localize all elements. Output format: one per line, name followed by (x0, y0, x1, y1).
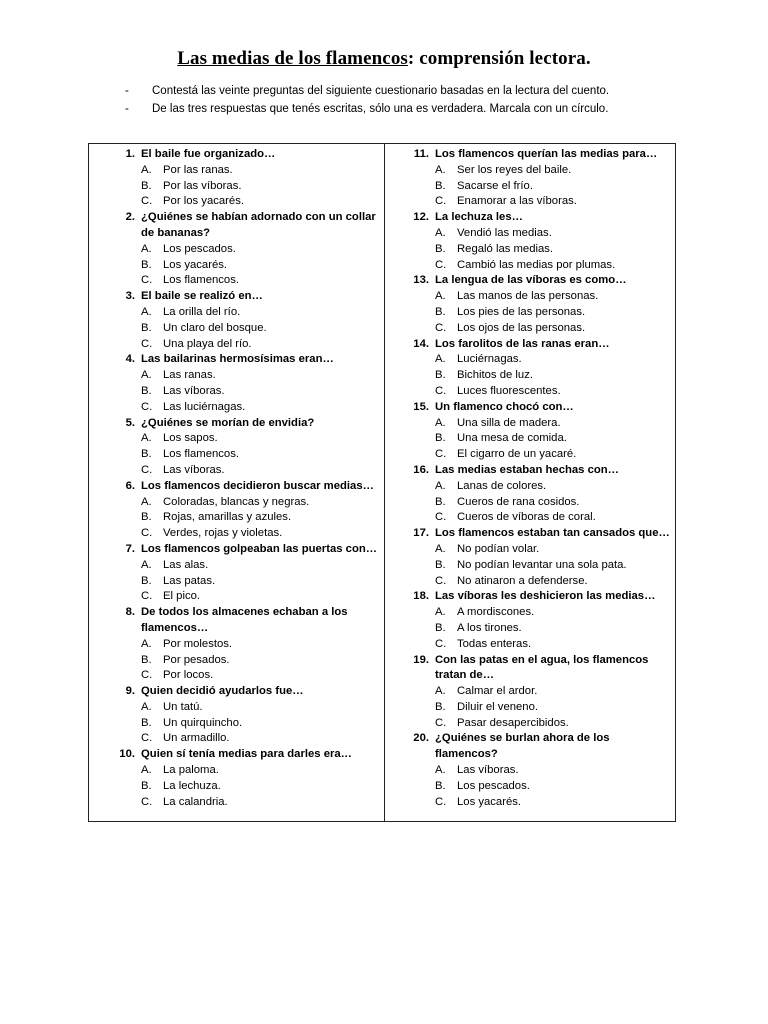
option-letter: B. (435, 495, 446, 508)
instruction-item (125, 82, 685, 100)
option-letter: C. (435, 511, 447, 524)
answer-option[interactable]: B. Los pies de las personas. (405, 305, 675, 321)
question-number: 16. (413, 463, 429, 476)
questionnaire-table (88, 143, 676, 822)
option-letter: A. (141, 764, 152, 777)
question-text: 7. Los flamencos golpeaban las puertas con… (111, 542, 381, 558)
questions-right-column (405, 147, 675, 810)
option-letter: C. (141, 795, 153, 808)
answer-option[interactable]: B. Por pesados. (111, 653, 381, 669)
answer-option[interactable]: B. Cueros de rana cosidos. (405, 495, 675, 511)
option-letter: B. (435, 432, 446, 445)
question-number: 10. (119, 748, 135, 761)
option-letter: B. (141, 716, 152, 729)
option-letter: C. (435, 195, 447, 208)
option-letter: C. (141, 337, 153, 350)
option-letter: C. (141, 463, 153, 476)
question-number: 11. (413, 148, 429, 160)
option-letter: C. (141, 527, 153, 540)
answer-option[interactable]: B. Los yacarés. (111, 258, 381, 274)
instructions-list (125, 82, 685, 118)
question-item (405, 653, 675, 732)
question-number: 8. (125, 606, 135, 619)
option-letter: B. (435, 621, 446, 634)
question-number: 6. (125, 479, 135, 492)
answer-option[interactable]: B. Un quirquincho. (111, 716, 381, 732)
question-item (111, 147, 381, 210)
answer-option[interactable]: C. Por los yacarés. (111, 194, 381, 210)
option-letter: B. (435, 700, 446, 713)
option-letter: B. (435, 305, 446, 318)
answer-option[interactable]: A. A mordiscones. (405, 605, 675, 621)
answer-option[interactable]: C. Luces fluorescentes. (405, 384, 675, 400)
question-number: 9. (125, 685, 135, 698)
answer-option[interactable]: B. Las víboras. (111, 384, 381, 400)
question-text: 17. Los flamencos estaban tan cansados que… (405, 526, 675, 542)
answer-option[interactable]: A. No podían volar. (405, 542, 675, 558)
question-text: 8. De todos los almacenes echaban a los flamencos… (111, 605, 381, 637)
question-number: 13. (413, 274, 429, 287)
question-text: 16. Las medias estaban hechas con… (405, 463, 675, 479)
question-text: 4. Las bailarinas hermosísimas eran… (111, 352, 381, 368)
answer-option[interactable]: A. La paloma. (111, 763, 381, 779)
question-item (111, 289, 381, 352)
answer-option[interactable]: C. El pico. (111, 589, 381, 605)
answer-option[interactable]: C. Enamorar a las víboras. (405, 194, 675, 210)
answer-option[interactable]: A. Luciérnagas. (405, 352, 675, 368)
answer-option[interactable]: C. Verdes, rojas y violetas. (111, 526, 381, 542)
question-number: 3. (125, 290, 135, 303)
answer-option[interactable]: A. Las manos de las personas. (405, 289, 675, 305)
answer-option[interactable]: A. Las víboras. (405, 763, 675, 779)
option-letter: C. (141, 590, 153, 603)
answer-option[interactable]: B. Los pescados. (405, 779, 675, 795)
option-letter: B. (141, 258, 152, 271)
option-letter: A. (141, 432, 152, 445)
option-letter: C. (141, 669, 153, 682)
answer-option[interactable]: B. Una mesa de comida. (405, 431, 675, 447)
question-item (405, 210, 675, 273)
answer-option[interactable]: B. Rojas, amarillas y azules. (111, 510, 381, 526)
option-letter: A. (141, 495, 152, 508)
option-letter: B. (141, 511, 152, 524)
question-item (405, 731, 675, 810)
instruction-bullet: - (125, 103, 129, 115)
questions-left-column (111, 147, 381, 810)
option-letter: A. (435, 353, 446, 366)
answer-option[interactable]: B. Sacarse el frío. (405, 179, 675, 195)
option-letter: C. (435, 795, 447, 808)
question-text: 12. La lechuza les… (405, 210, 675, 226)
option-letter: A. (435, 685, 446, 698)
answer-option[interactable]: C. No atinaron a defenderse. (405, 574, 675, 590)
column-divider (384, 144, 385, 821)
option-letter: C. (435, 448, 447, 461)
answer-option[interactable]: B. Diluir el veneno. (405, 700, 675, 716)
option-letter: B. (141, 321, 152, 334)
answer-option[interactable]: C. Todas enteras. (405, 637, 675, 653)
instruction-text: Contestá las veinte preguntas del siguiente cuestionario basadas en la lectura del cuento. (152, 85, 610, 97)
question-number: 19. (413, 653, 429, 666)
answer-option[interactable]: C. Los flamencos. (111, 273, 381, 289)
question-item (405, 400, 675, 463)
option-letter: C. (141, 400, 153, 413)
answer-option[interactable]: C. Los ojos de las personas. (405, 321, 675, 337)
option-letter: A. (435, 542, 446, 555)
question-text: 14. Los farolitos de las ranas eran… (405, 337, 675, 353)
answer-option[interactable]: A. Un tatú. (111, 700, 381, 716)
question-item (111, 605, 381, 684)
page-title (0, 48, 768, 70)
answer-option[interactable]: B. A los tirones. (405, 621, 675, 637)
question-text: 3. El baile se realizó en… (111, 289, 381, 305)
answer-option[interactable]: C. Pasar desapercibidos. (405, 716, 675, 732)
answer-option[interactable]: B. Bichitos de luz. (405, 368, 675, 384)
question-item (111, 479, 381, 542)
option-letter: A. (435, 163, 446, 176)
question-number: 1. (125, 148, 135, 160)
option-letter: B. (435, 779, 446, 792)
option-letter: B. (141, 384, 152, 397)
option-letter: C. (435, 574, 447, 587)
option-letter: B. (141, 779, 152, 792)
question-item (405, 463, 675, 526)
option-letter: A. (141, 242, 152, 255)
answer-option[interactable]: A. Lanas de colores. (405, 479, 675, 495)
answer-option[interactable]: B. La lechuza. (111, 779, 381, 795)
answer-option[interactable]: A. Los sapos. (111, 431, 381, 447)
question-text: 20. ¿Quiénes se burlan ahora de los flamencos? (405, 731, 675, 763)
answer-option[interactable]: C. La calandria. (111, 795, 381, 811)
answer-option[interactable]: A. Las alas. (111, 558, 381, 574)
answer-option[interactable]: A. Ser los reyes del baile. (405, 163, 675, 179)
question-number: 7. (125, 542, 135, 555)
option-letter: A. (435, 290, 446, 303)
answer-option[interactable]: B. Regaló las medias. (405, 242, 675, 258)
question-text: 13. La lengua de las víboras es como… (405, 273, 675, 289)
question-text: 19. Con las patas en el agua, los flamencos tratan de… (405, 653, 675, 685)
answer-option[interactable]: C. El cigarro de un yacaré. (405, 447, 675, 463)
answer-option[interactable]: A. Por las ranas. (111, 163, 381, 179)
question-number: 17. (413, 527, 429, 540)
answer-option[interactable]: A. Las ranas. (111, 368, 381, 384)
option-letter: B. (435, 558, 446, 571)
question-text: 18. Las víboras les deshicieron las medias… (405, 589, 675, 605)
question-number: 18. (413, 590, 429, 603)
option-letter: A. (141, 637, 152, 650)
answer-option[interactable]: B. Un claro del bosque. (111, 321, 381, 337)
question-number: 14. (413, 337, 429, 350)
question-text: 1. El baile fue organizado… (111, 147, 381, 163)
option-letter: A. (141, 700, 152, 713)
option-letter: B. (141, 574, 152, 587)
instruction-text: De las tres respuestas que tenés escritas, sólo una es verdadera. Marcala con un círculo. (152, 103, 609, 115)
option-letter: A. (435, 416, 446, 429)
question-item (111, 210, 381, 289)
option-letter: B. (435, 369, 446, 382)
answer-option[interactable]: B. Los flamencos. (111, 447, 381, 463)
option-letter: A. (435, 606, 446, 619)
option-letter: C. (141, 732, 153, 745)
answer-option[interactable]: A. Coloradas, blancas y negras. (111, 495, 381, 511)
answer-option[interactable]: C. Los yacarés. (405, 795, 675, 811)
question-item (111, 542, 381, 605)
option-letter: C. (141, 274, 153, 287)
question-item (111, 747, 381, 810)
option-letter: B. (435, 179, 446, 192)
question-item (405, 337, 675, 400)
option-letter: A. (141, 305, 152, 318)
question-text: 5. ¿Quiénes se morían de envidia? (111, 416, 381, 432)
answer-option[interactable]: B. Las patas. (111, 574, 381, 590)
option-letter: B. (141, 653, 152, 666)
title-rest: : comprensión lectora. (407, 48, 591, 69)
question-text: 2. ¿Quiénes se habían adornado con un collar de bananas? (111, 210, 381, 242)
option-letter: A. (435, 764, 446, 777)
question-number: 12. (413, 211, 429, 224)
answer-option[interactable]: B. Por las víboras. (111, 179, 381, 195)
option-letter: C. (435, 716, 447, 729)
option-letter: C. (435, 321, 447, 334)
option-letter: C. (435, 258, 447, 271)
question-number: 2. (125, 211, 135, 224)
option-letter: B. (141, 179, 152, 192)
question-text: 6. Los flamencos decidieron buscar medias… (111, 479, 381, 495)
question-item (405, 273, 675, 336)
question-text: 11. Los flamencos querían las medias para… (405, 147, 675, 163)
question-item (405, 526, 675, 589)
question-number: 15. (413, 400, 429, 413)
option-letter: C. (435, 384, 447, 397)
option-letter: A. (141, 163, 152, 176)
option-letter: A. (141, 369, 152, 382)
option-letter: A. (435, 226, 446, 239)
title-underlined: Las medias de los flamencos (177, 48, 408, 69)
instruction-item (125, 100, 685, 118)
question-number: 4. (125, 353, 135, 366)
question-text: 9. Quien decidió ayudarlos fue… (111, 684, 381, 700)
question-text: 10. Quien sí tenía medias para darles era… (111, 747, 381, 763)
answer-option[interactable]: A. Los pescados. (111, 242, 381, 258)
question-item (405, 147, 675, 210)
answer-option[interactable]: C. Cueros de víboras de coral. (405, 510, 675, 526)
question-number: 20. (413, 732, 429, 745)
option-letter: C. (141, 195, 153, 208)
option-letter: A. (435, 479, 446, 492)
answer-option[interactable]: C. Las luciérnagas. (111, 400, 381, 416)
question-item (111, 352, 381, 415)
answer-option[interactable]: B. No podían levantar una sola pata. (405, 558, 675, 574)
question-item (405, 589, 675, 652)
option-letter: B. (141, 448, 152, 461)
answer-option[interactable]: C. Por locos. (111, 668, 381, 684)
answer-option[interactable]: C. Las víboras. (111, 463, 381, 479)
answer-option[interactable]: C. Un armadillo. (111, 731, 381, 747)
answer-option[interactable]: A. La orilla del río. (111, 305, 381, 321)
option-letter: B. (435, 242, 446, 255)
instruction-bullet: - (125, 85, 129, 97)
question-number: 5. (125, 416, 135, 429)
option-letter: C. (435, 637, 447, 650)
question-item (111, 684, 381, 747)
question-item (111, 416, 381, 479)
answer-option[interactable]: A. Calmar el ardor. (405, 684, 675, 700)
answer-option[interactable]: C. Cambió las medias por plumas. (405, 258, 675, 274)
question-text: 15. Un flamenco chocó con… (405, 400, 675, 416)
answer-option[interactable]: A. Vendió las medias. (405, 226, 675, 242)
answer-option[interactable]: A. Una silla de madera. (405, 416, 675, 432)
option-letter: A. (141, 558, 152, 571)
answer-option[interactable]: C. Una playa del río. (111, 337, 381, 353)
answer-option[interactable]: A. Por molestos. (111, 637, 381, 653)
